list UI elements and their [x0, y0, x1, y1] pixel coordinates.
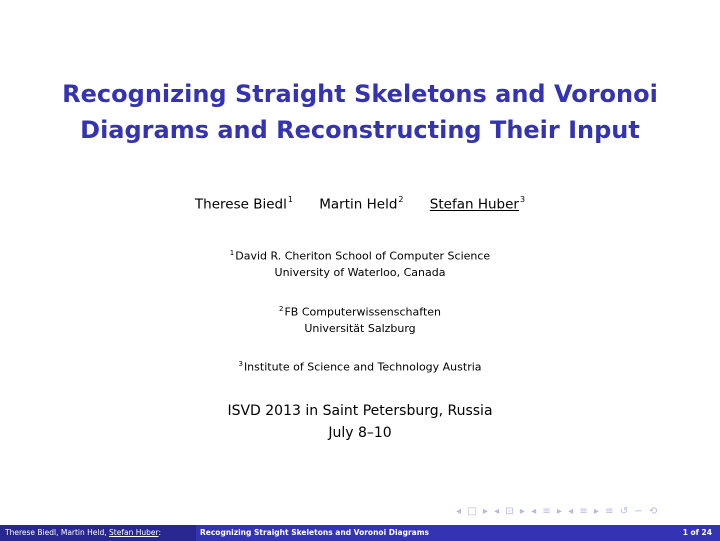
- affiliation-2: [0, 301, 720, 337]
- affiliation-line: FB Computerwissenschaften: [284, 305, 441, 319]
- author-mark: 2: [398, 195, 404, 204]
- footer-authors-prefix: Therese Biedl, Martin Held,: [5, 528, 110, 537]
- nav-subsection-icon[interactable]: ≡: [579, 506, 588, 517]
- affiliation-line: Universität Salzburg: [304, 321, 416, 335]
- author-list: [0, 191, 720, 215]
- nav-section-icon[interactable]: ≡: [542, 506, 551, 517]
- title-line-1: Recognizing Straight Skeletons and Voronoi: [62, 80, 658, 108]
- author-biedl: [195, 191, 293, 215]
- author-mark: 3: [519, 195, 526, 204]
- footer-authors-suffix: :: [158, 528, 161, 537]
- nav-next-section-icon[interactable]: ▸: [556, 506, 562, 517]
- footer-short-title: Recognizing Straight Skeletons and Voronoi Diagrams: [196, 525, 666, 541]
- footer-presenter: Stefan Huber: [109, 528, 159, 537]
- venue-info: [0, 400, 720, 444]
- nav-prev-slide-icon[interactable]: ◂: [494, 506, 500, 517]
- nav-prev-frame-icon[interactable]: ◂: [456, 506, 462, 517]
- footer-authors: [0, 525, 196, 541]
- nav-next-frame-icon[interactable]: ▸: [482, 506, 488, 517]
- affiliation-3: [0, 356, 720, 376]
- beamer-navigation-bar[interactable]: [456, 506, 716, 524]
- author-mark: 1: [287, 195, 293, 204]
- venue-line-1: ISVD 2013 in Saint Petersburg, Russia: [227, 403, 493, 419]
- footer-bar: [0, 525, 720, 541]
- nav-outline-icon[interactable]: ≡: [605, 506, 614, 517]
- affiliation-mark: 1: [229, 249, 235, 257]
- nav-frame-icon[interactable]: □: [467, 506, 477, 517]
- author-name: Martin Held: [319, 196, 398, 213]
- affiliation-line: University of Waterloo, Canada: [274, 265, 446, 279]
- nav-search-icon[interactable]: ∽: [634, 506, 643, 517]
- nav-back-icon[interactable]: ↺: [619, 506, 629, 517]
- nav-prev-subsection-icon[interactable]: ◂: [568, 506, 574, 517]
- nav-prev-section-icon[interactable]: ◂: [531, 506, 537, 517]
- affiliation-line: David R. Cheriton School of Computer Science: [235, 249, 491, 263]
- nav-forward-icon[interactable]: ⟲: [648, 506, 658, 517]
- affiliation-mark: 2: [279, 305, 284, 313]
- affiliation-mark: 3: [238, 360, 243, 368]
- nav-slide-icon[interactable]: ⊡: [505, 506, 514, 517]
- affiliation-1: [0, 245, 720, 281]
- venue-date: July 8–10: [328, 425, 392, 441]
- slide-title: [0, 76, 720, 148]
- author-name: Therese Biedl: [194, 196, 287, 213]
- footer-page-number: 1 of 24: [666, 525, 720, 541]
- author-huber: [430, 191, 525, 215]
- nav-next-slide-icon[interactable]: ▸: [519, 506, 525, 517]
- author-held: [319, 191, 403, 215]
- affiliation-line: Institute of Science and Technology Austria: [243, 360, 482, 374]
- title-line-2: Diagrams and Reconstructing Their Input: [80, 116, 640, 144]
- author-name-presenter: Stefan Huber: [429, 196, 519, 213]
- nav-next-subsection-icon[interactable]: ▸: [593, 506, 599, 517]
